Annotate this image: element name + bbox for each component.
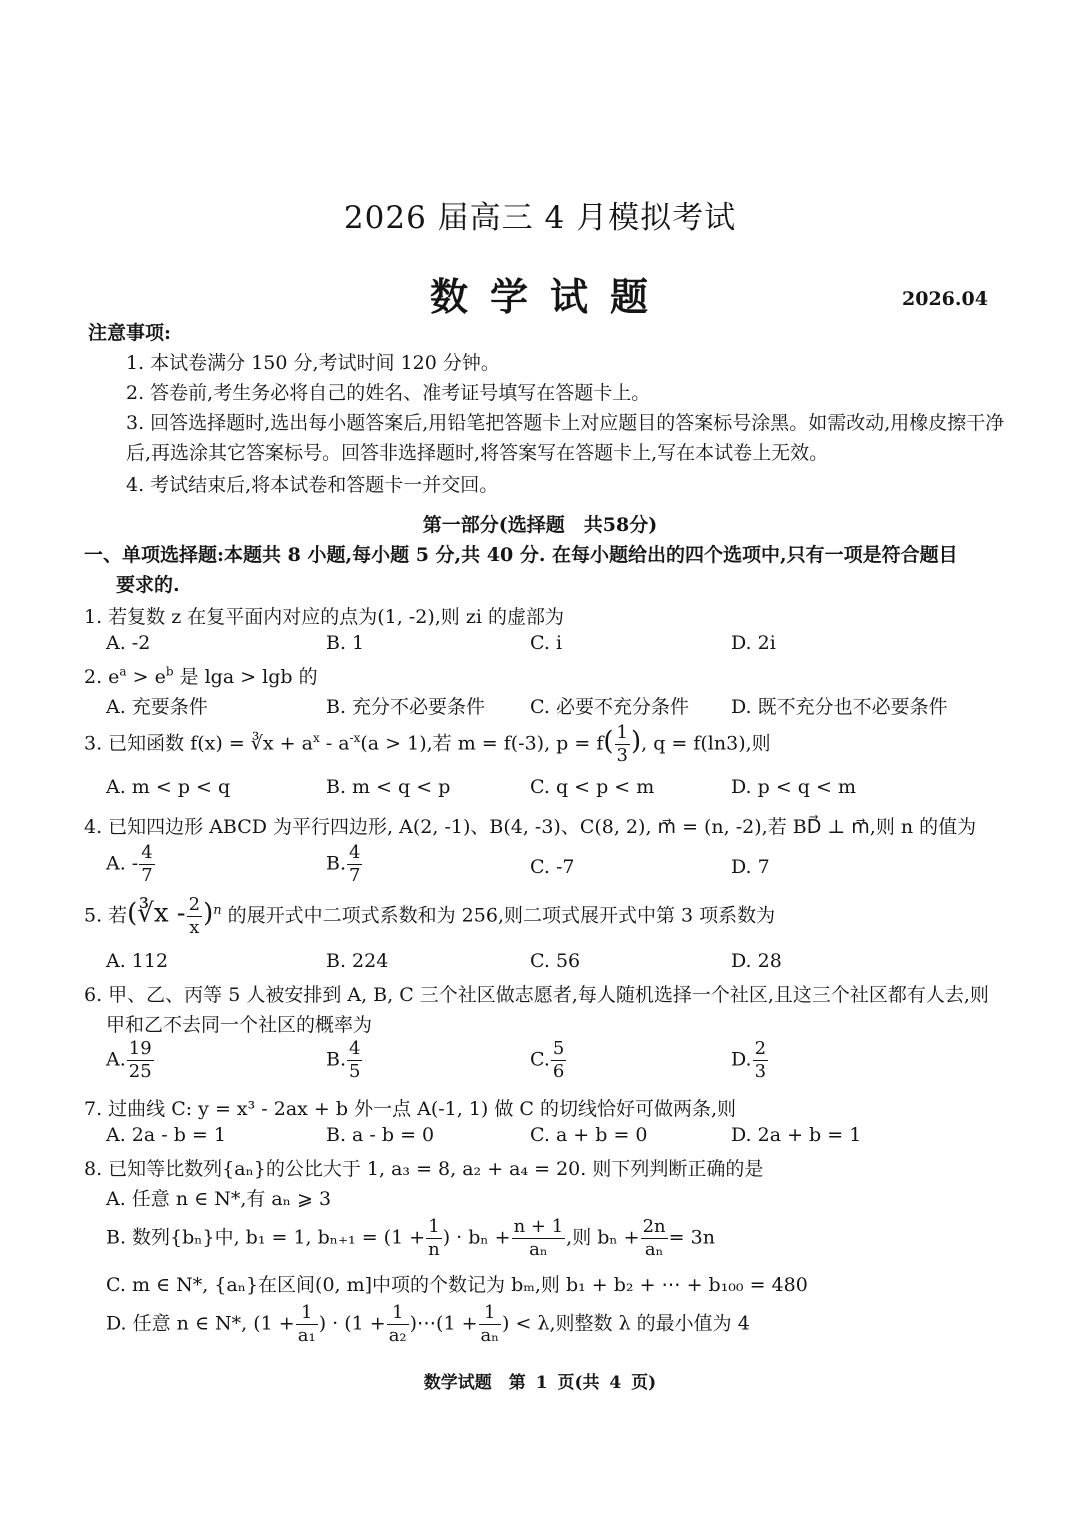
- notice-item-4: 4. 考试结束后,将本试卷和答题卡一并交回。: [126, 474, 499, 496]
- part-heading: 第一部分(选择题 共58分): [422, 514, 658, 536]
- question-6-option-c: C. $\frac{5}{6}$: [530, 1038, 565, 1082]
- section-heading: [84, 540, 1019, 600]
- question-8-option-d: D. 任意 n ∈ N*, (1 + $\frac{1}{\text{a₁}}$ ) · (1 + $\frac{1}{\text{a₂}}$ )⋯(1 + $\frac{1}{\text{aₙ}}$ ) < λ,则整数 λ 的最小值为 4: [106, 1302, 750, 1346]
- question-5-option-d: D. 28: [731, 950, 782, 972]
- question-5-stem: 5. 若(∛x - $\frac{2}{x}$ )$^n$ 的展开式中二项式系数和为 256,则二项式展开式中第 3 项系数为: [84, 894, 776, 938]
- notice-item-1: 1. 本试卷满分 150 分,考试时间 120 分钟。: [126, 352, 500, 374]
- notice-heading: 注意事项:: [88, 322, 172, 344]
- notice-item-2: 2. 答卷前,考生务必将自己的姓名、准考证号填写在答题卡上。: [126, 382, 651, 404]
- question-2-option-b: B. 充分不必要条件: [326, 696, 486, 718]
- question-4-option-c: C. -7: [530, 856, 575, 878]
- question-6-option-d: D. $\frac{2}{3}$: [731, 1038, 767, 1082]
- question-3-option-d: D. p < q < m: [731, 776, 856, 798]
- exam-date: 2026.04: [902, 288, 988, 310]
- question-7-option-b: B. a - b = 0: [326, 1124, 435, 1146]
- question-5-option-c: C. 56: [530, 950, 581, 972]
- question-1-option-b: B. 1: [326, 632, 365, 654]
- question-6-option-b: B. $\frac{4}{5}$: [326, 1038, 361, 1082]
- question-2-option-a: A. 充要条件: [106, 696, 208, 718]
- question-6-stem-line2: 甲和乙不去同一个社区的概率为: [106, 1014, 373, 1036]
- question-7-option-a: A. 2a - b = 1: [106, 1124, 226, 1146]
- question-6-stem: 6. 甲、乙、丙等 5 人被安排到 A, B, C 三个社区做志愿者,每人随机选择一个社区,且这三个社区都有人去,则: [84, 984, 989, 1006]
- question-7-option-d: D. 2a + b = 1: [731, 1124, 862, 1146]
- question-1-stem: 1. 若复数 z 在复平面内对应的点为(1, -2),则 zi 的虚部为: [84, 606, 564, 628]
- subject-title: 数学试题: [429, 274, 670, 319]
- section-heading-line2: 要求的.: [116, 574, 180, 596]
- notice-item-3: 3. 回答选择题时,选出每小题答案后,用铅笔把答题卡上对应题目的答案标号涂黑。如需改动,用橡皮擦干净后,再选涂其它答案标号。回答非选择题时,将答案写在答题卡上,写在本试卷上无效。: [126, 412, 1005, 464]
- question-3-option-b: B. m < q < p: [326, 776, 451, 798]
- question-4-option-b: B. $\frac{4}{7}$: [326, 842, 361, 886]
- question-1-option-c: C. i: [530, 632, 563, 654]
- question-3-option-a: A. m < p < q: [106, 776, 231, 798]
- page-footer: 数学试题 第 1 页(共 4 页): [423, 1373, 657, 1393]
- fraction: $\frac{1}{3}$: [616, 722, 628, 766]
- question-1-option-a: A. -2: [106, 632, 151, 654]
- question-4-stem: 4. 已知四边形 ABCD 为平行四边形, A(2, -1)、B(4, -3)、C(8, 2), m⃗ = (n, -2),若 BD⃗ ⊥ m⃗,则 n 的值为: [84, 816, 977, 838]
- question-6-option-a: A. $\frac{19}{25}$: [106, 1038, 152, 1082]
- exam-title: 2026 届高三 4 月模拟考试: [343, 200, 737, 236]
- question-7-stem: 7. 过曲线 C: y = x³ - 2ax + b 外一点 A(-1, 1) 做 C 的切线恰好可做两条,则: [84, 1098, 737, 1120]
- question-8-option-a: A. 任意 n ∈ N*,有 aₙ ⩾ 3: [106, 1188, 332, 1210]
- question-8-stem: 8. 已知等比数列{aₙ}的公比大于 1, a₃ = 8, a₂ + a₄ = 20. 则下列判断正确的是: [84, 1158, 764, 1180]
- question-4-option-a: A. - $\frac{4}{7}$: [106, 842, 153, 886]
- question-8-option-c: C. m ∈ N*, {aₙ}在区间(0, m]中项的个数记为 bₘ,则 b₁ + b₂ + ⋯ + b₁₀₀ = 480: [106, 1274, 808, 1296]
- question-1-option-d: D. 2i: [731, 632, 776, 654]
- question-7-option-c: C. a + b = 0: [530, 1124, 648, 1146]
- question-2-option-d: D. 既不充分也不必要条件: [731, 696, 948, 718]
- question-5-option-b: B. 224: [326, 950, 389, 972]
- question-4-option-d: D. 7: [731, 856, 770, 878]
- question-3-stem: 3. 已知函数 f(x) = ∛x + $a^x - a^{-x}(a > 1)$,若 m = f(-3), p = f( $\frac{1}{3}$ ), q = f(ln3),则: [84, 722, 771, 766]
- question-2-option-c: C. 必要不充分条件: [530, 696, 689, 718]
- question-3-option-c: C. q < p < m: [530, 776, 655, 798]
- section-heading-line1: 一、单项选择题:本题共 8 小题,每小题 5 分,共 40 分. 在每小题给出的四个选项中,只有一项是符合题目: [84, 544, 958, 566]
- question-8-option-b: B. 数列{bₙ}中, b₁ = 1, bₙ₊₁ = (1 + $\frac{1}{n}$ ) · bₙ + $\frac{n + 1}{\text{aₙ}}$ ,则 bₙ + $\frac{2n}{\text{aₙ}}$ = 3n: [106, 1216, 715, 1260]
- question-5-option-a: A. 112: [106, 950, 169, 972]
- question-2-stem: 2. $e^a > e^b$ 是 lga > lgb 的: [84, 664, 318, 688]
